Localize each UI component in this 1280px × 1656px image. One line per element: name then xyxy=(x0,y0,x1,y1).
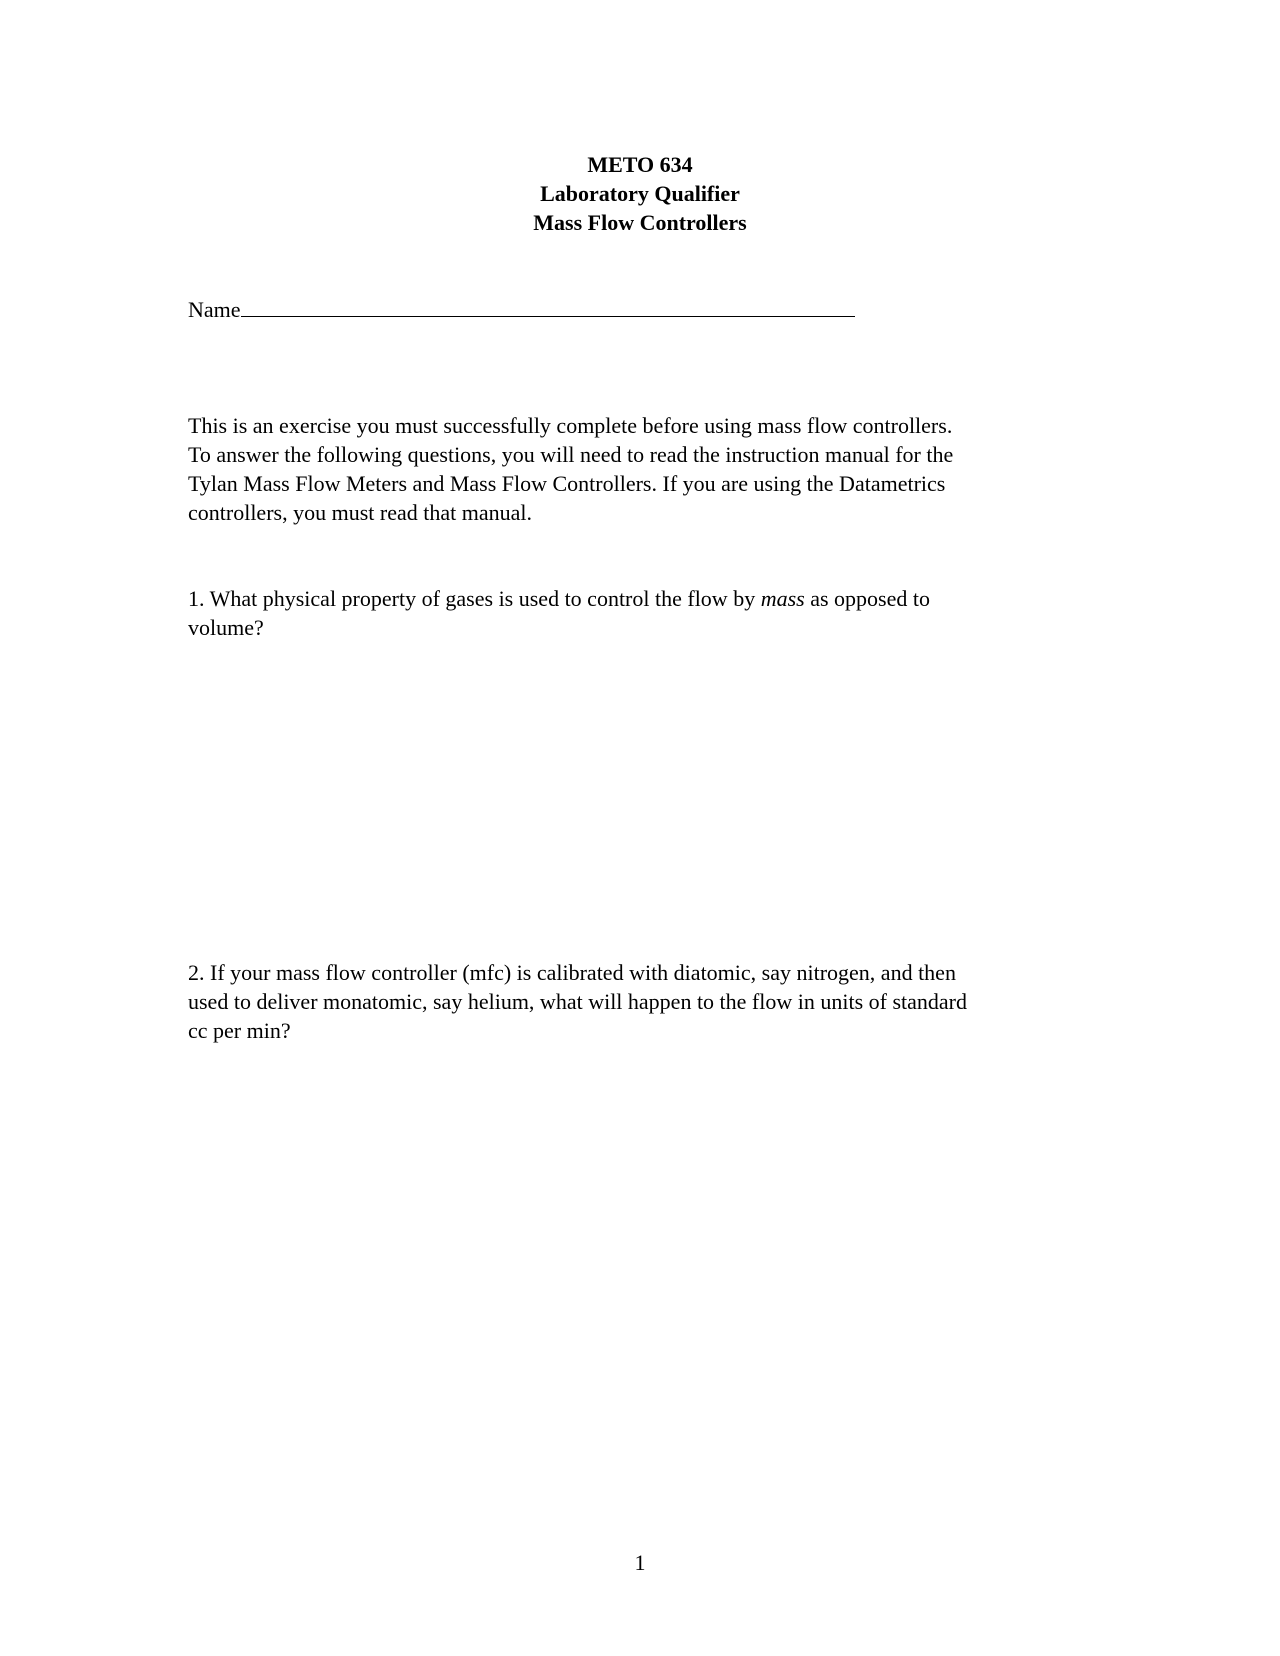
question-1-text: 1. What physical property of gases is used to control the flow by xyxy=(188,586,761,611)
document-topic: Mass Flow Controllers xyxy=(533,210,747,235)
course-code: METO 634 xyxy=(587,152,693,177)
page-number: 1 xyxy=(634,1550,646,1575)
question-2 xyxy=(188,958,1088,1045)
intro-line: To answer the following questions, you will need to read the instruction manual for the xyxy=(188,442,954,467)
name-blank-line xyxy=(241,297,855,317)
question-2-line: 2. If your mass flow controller (mfc) is calibrated with diatomic, say nitrogen, and then xyxy=(188,960,956,985)
document-subtitle: Laboratory Qualifier xyxy=(540,181,740,206)
question-1-emphasis: mass xyxy=(760,586,805,611)
intro-line: Tylan Mass Flow Meters and Mass Flow Controllers. If you are using the Datametrics xyxy=(188,471,946,496)
intro-line: controllers, you must read that manual. xyxy=(188,500,532,525)
question-1 xyxy=(188,584,1088,642)
name-label: Name xyxy=(188,297,241,322)
question-2-line: cc per min? xyxy=(188,1018,291,1043)
question-1-text-cont: as opposed to xyxy=(804,586,930,611)
title-block xyxy=(0,150,1280,237)
name-field xyxy=(188,295,855,324)
question-2-line: used to deliver monatomic, say helium, what will happen to the flow in units of standard xyxy=(188,989,968,1014)
intro-line: This is an exercise you must successfully complete before using mass flow controllers. xyxy=(188,413,953,438)
intro-paragraph xyxy=(188,411,1088,527)
question-1-text-line2: volume? xyxy=(188,615,264,640)
